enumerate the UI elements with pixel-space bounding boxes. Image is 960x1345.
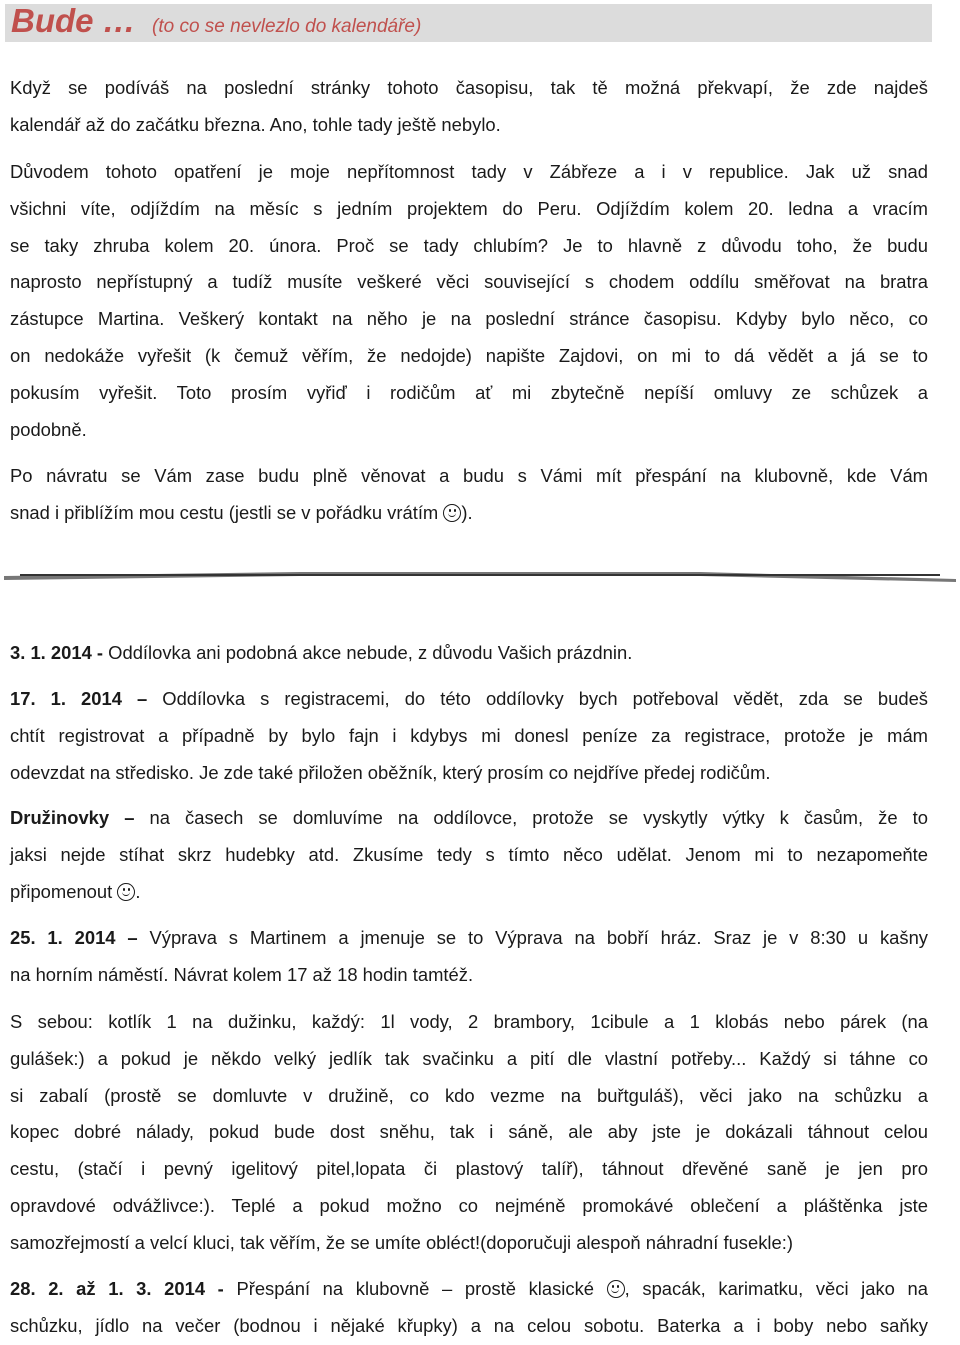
event-text: Výprava s Martinem a jmenuje se to Výprava na bobří hráz. Sraz je v 8:30 u kašny — [137, 927, 929, 948]
event-label: Družinovky – — [10, 807, 135, 828]
text-line: všichni víte, odjíždím na měsíc s jedním projektem do Peru. Odjíždím kolem 20. ledna a vracím — [10, 197, 928, 219]
section-title: Bude … — [11, 2, 136, 39]
text-span: , spacák, karimatku, věci jako na — [624, 1278, 928, 1299]
text-line — [10, 874, 928, 911]
text-line: samozřejmostí a velcí kluci, tak věřím, že se umíte obléct!(doporučuji alespoň náhradní fusekle:) — [10, 1231, 793, 1253]
text-line: Důvodem tohoto opatření je moje nepřítomnost tady v Zábřeze a i v republice. Jak už snad — [10, 161, 928, 182]
section-header — [5, 4, 932, 42]
event-date: 3. 1. 2014 - — [10, 642, 104, 663]
text-span: Přespání na klubovně – prostě klasické — [223, 1278, 607, 1299]
intro-paragraph-3 — [10, 458, 928, 532]
text-line — [10, 1271, 928, 1308]
text-line: odevzdat na středisko. Je zde také přiložen oběžník, který prosím co nejdříve předej rodičům. — [10, 761, 771, 783]
event-feb-28 — [10, 1271, 928, 1345]
intro-paragraph-1 — [10, 70, 928, 144]
event-text: na časech se domluvíme na oddílovce, protože se vyskytly výtky k časům, že to — [134, 807, 929, 828]
text-span: . — [135, 880, 141, 902]
event-text: Oddílovka s registracemi, do této oddílovky bych potřeboval vědět, zda se budeš — [147, 688, 928, 709]
text-line: jaksi nejde stíhat skrz hudebky atd. Zkusíme tedy s tímto něco udělat. Jenom mi to nezapomeňte — [10, 843, 928, 865]
text-line: on nedokáže vyřešit (k čemuž věřím, že nedojde) napište Zajdovi, on mi to dá vědět a já se to — [10, 344, 928, 366]
text-line: pokusím vyřešit. Toto prosím vyřiď i rodičům ať mi zbytečně nepíší omluvy ze schůzek a — [10, 381, 928, 403]
text-span: připomenout — [10, 880, 118, 902]
event-date: 28. 2. až 1. 3. 2014 - — [10, 1278, 224, 1299]
text-line: se taky zhruba kolem 20. února. Proč se tady chlubím? Je to hlavně z důvodu toho, že budu — [10, 234, 928, 256]
text-line — [10, 800, 928, 837]
event-jan-17 — [10, 681, 928, 791]
text-line — [10, 635, 928, 672]
smiley-icon — [607, 1280, 625, 1298]
text-line: na horním náměstí. Návrat kolem 17 až 18 hodin tamtéž. — [10, 963, 474, 985]
event-date: 25. 1. 2014 – — [10, 927, 138, 948]
text-line — [10, 681, 928, 718]
text-line: Po návratu se Vám zase budu plně věnovat a budu s Vámi mít přespání na klubovně, kde Vám — [10, 465, 928, 486]
text-line: zástupce Martina. Veškerý kontakt na něho je na poslední stránce časopisu. Kdyby bylo něco, co — [10, 308, 928, 330]
text-line: kalendář až do začátku března. Ano, tohle tady ještě nebylo. — [10, 113, 501, 135]
event-date: 17. 1. 2014 – — [10, 688, 148, 709]
text-line: cestu, (stačí i pevný igelitový pitel,lopata či plastový talíř), táhnout dřevěné saně je jen pro — [10, 1158, 928, 1180]
text-line: chtít registrovat a případně by bylo fajn i kdybys mi donesl peníze za registrace, protože je mám — [10, 724, 928, 746]
text-line: opravdové odvážlivce:). Teplé a pokud možno co nejméně promokávé oblečení a pláštěnka jste — [10, 1194, 928, 1216]
packing-list — [10, 1004, 928, 1262]
text-line: Když se podíváš na poslední stránky tohoto časopisu, tak tě možná překvapí, že zde najdeš — [10, 77, 928, 98]
section-divider — [0, 566, 960, 586]
event-jan-25 — [10, 920, 928, 994]
event-druzinovky — [10, 800, 928, 910]
text-line: schůzku, jídlo na večer (bodnou i nějaké křupky) a na celou sobotu. Baterka a i boby nebo saňky — [10, 1314, 928, 1336]
smiley-icon — [117, 883, 135, 901]
text-line: gulášek:) a pokud je někdo velký jedlík tak svačinku a pití dle vlastní potřeby... Každý si táhne co — [10, 1047, 928, 1069]
event-jan-3 — [10, 635, 928, 672]
text-line: kopec dobré nálady, pokud bude dost sněhu, tak i sáně, ale aby jste je dokázali táhnout celou — [10, 1121, 928, 1143]
text-line — [10, 920, 928, 957]
text-line — [10, 495, 928, 532]
text-span: snad i přiblížím mou cestu (jestli se v pořádku vrátím — [10, 501, 444, 523]
text-span: ). — [461, 501, 473, 523]
intro-paragraph-2 — [10, 154, 928, 448]
text-line: S sebou: kotlík 1 na dužinku, každý: 1l vody, 2 brambory, 1cibule a 1 klobás nebo párek (na — [10, 1011, 928, 1032]
section-subtitle: (to co se nevlezlo do kalendáře) — [152, 16, 422, 37]
text-line: podobně. — [10, 418, 87, 440]
event-text: Oddílovka ani podobná akce nebude, z důvodu Vašich prázdnin. — [103, 642, 633, 663]
smiley-icon — [443, 504, 461, 522]
text-line: naprosto nepřístupný a tudíž musíte veškeré věci související s chodem oddílu směřovat na bratra — [10, 271, 928, 293]
text-line: si zabalí (prostě se domluvte v družině, co kdo vezme na buřtguláš), věci jako na schůzku a — [10, 1084, 928, 1106]
